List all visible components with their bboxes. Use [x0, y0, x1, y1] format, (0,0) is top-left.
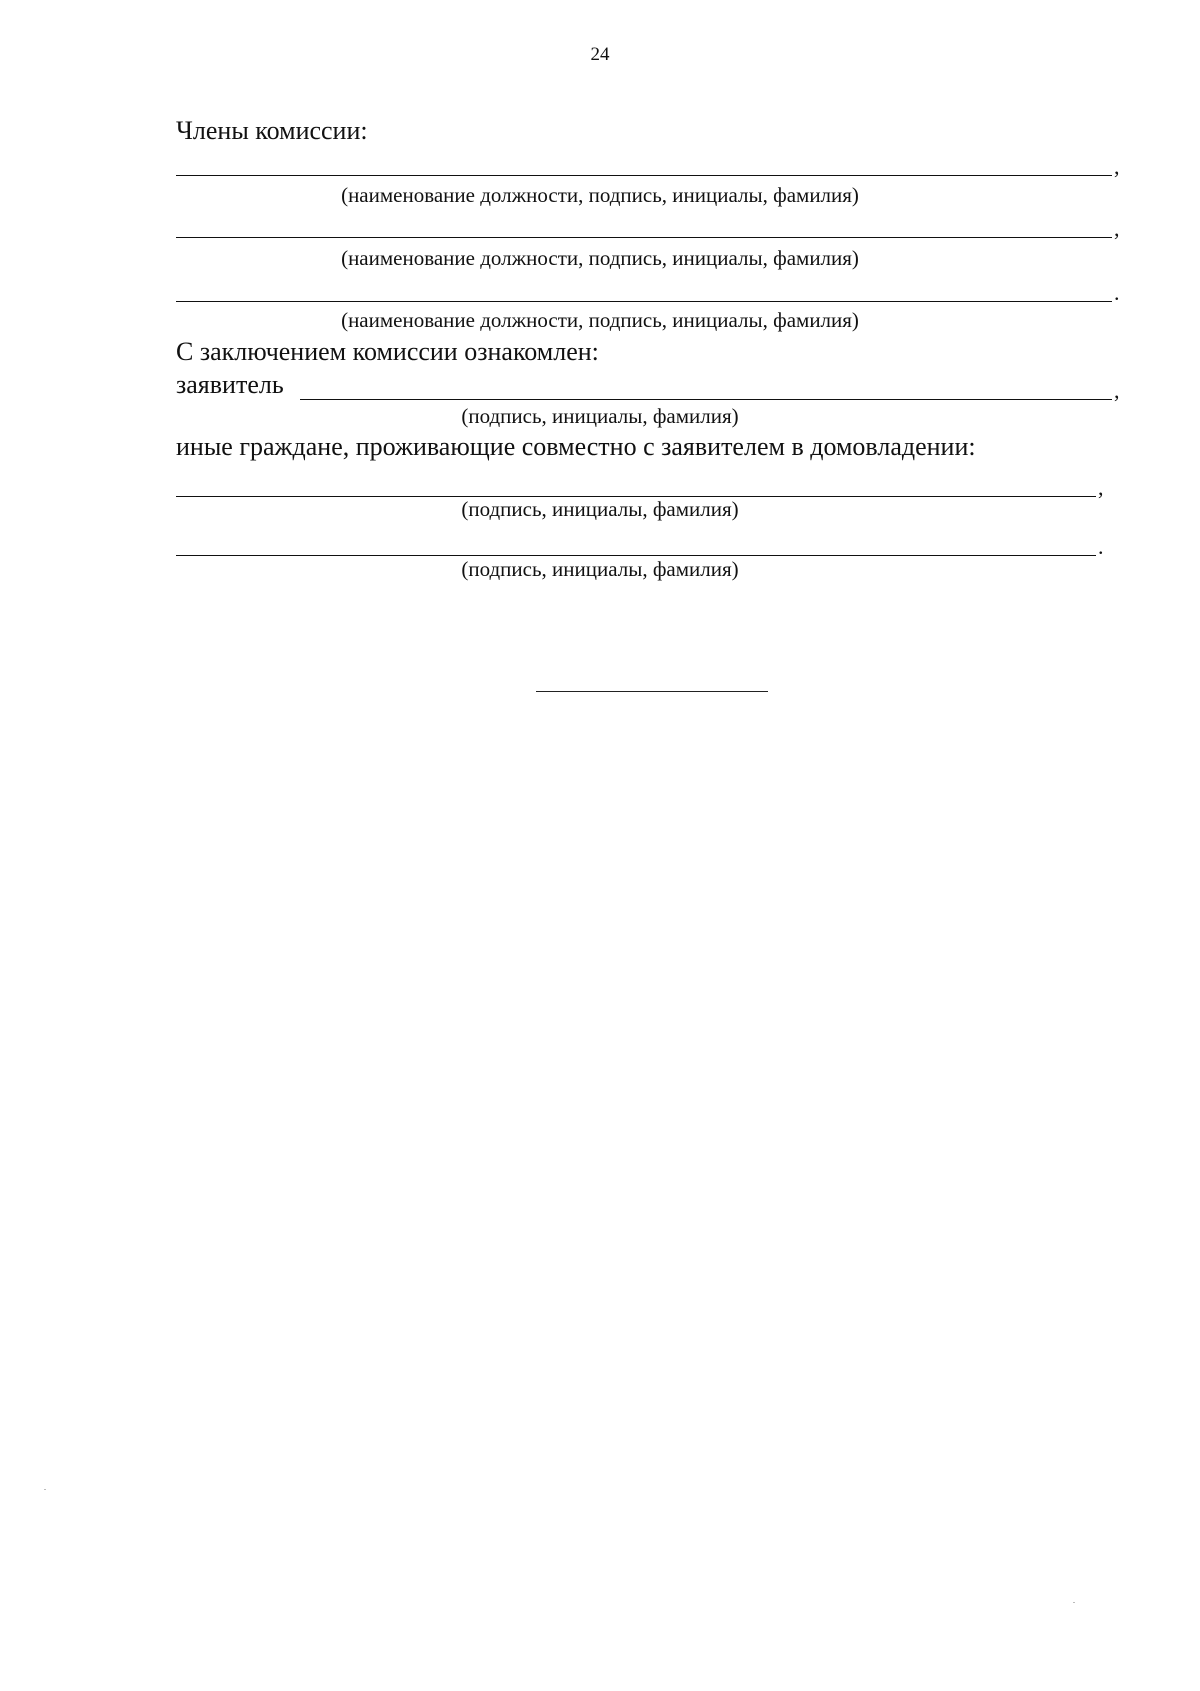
- resident-line-2-punct: .: [1098, 534, 1104, 559]
- member-caption-2: (наименование должности, подпись, инициалы, фамилия): [341, 246, 859, 270]
- residents-heading: иные граждане, проживающие совместно с заявителем в домовладении:: [176, 432, 976, 461]
- applicant-line-punct: ,: [1114, 378, 1120, 403]
- scan-speck-left: [44, 1489, 46, 1490]
- end-separator-rule: [536, 691, 768, 692]
- member-caption-3: (наименование должности, подпись, инициалы, фамилия): [341, 308, 859, 332]
- resident-line-1-punct: ,: [1098, 475, 1104, 500]
- member-signature-line-1: [176, 175, 1112, 176]
- member-signature-line-3: [176, 301, 1112, 302]
- member-line-2-punct: ,: [1114, 216, 1120, 241]
- member-line-1-punct: ,: [1114, 154, 1120, 179]
- applicant-label: заявитель: [176, 370, 284, 399]
- applicant-caption: (подпись, инициалы, фамилия): [461, 404, 739, 428]
- commission-heading: Члены комиссии:: [176, 116, 368, 145]
- resident-signature-line-2: [176, 555, 1096, 556]
- applicant-signature-line: [300, 399, 1112, 400]
- resident-caption-1: (подпись, инициалы, фамилия): [461, 497, 739, 521]
- member-signature-line-2: [176, 237, 1112, 238]
- acquainted-heading: С заключением комиссии ознакомлен:: [176, 337, 599, 366]
- resident-caption-2: (подпись, инициалы, фамилия): [461, 557, 739, 581]
- page-number: 24: [590, 44, 610, 65]
- member-line-3-punct: .: [1114, 280, 1120, 305]
- scan-speck-right: [1073, 1602, 1075, 1603]
- member-caption-1: (наименование должности, подпись, инициалы, фамилия): [341, 183, 859, 207]
